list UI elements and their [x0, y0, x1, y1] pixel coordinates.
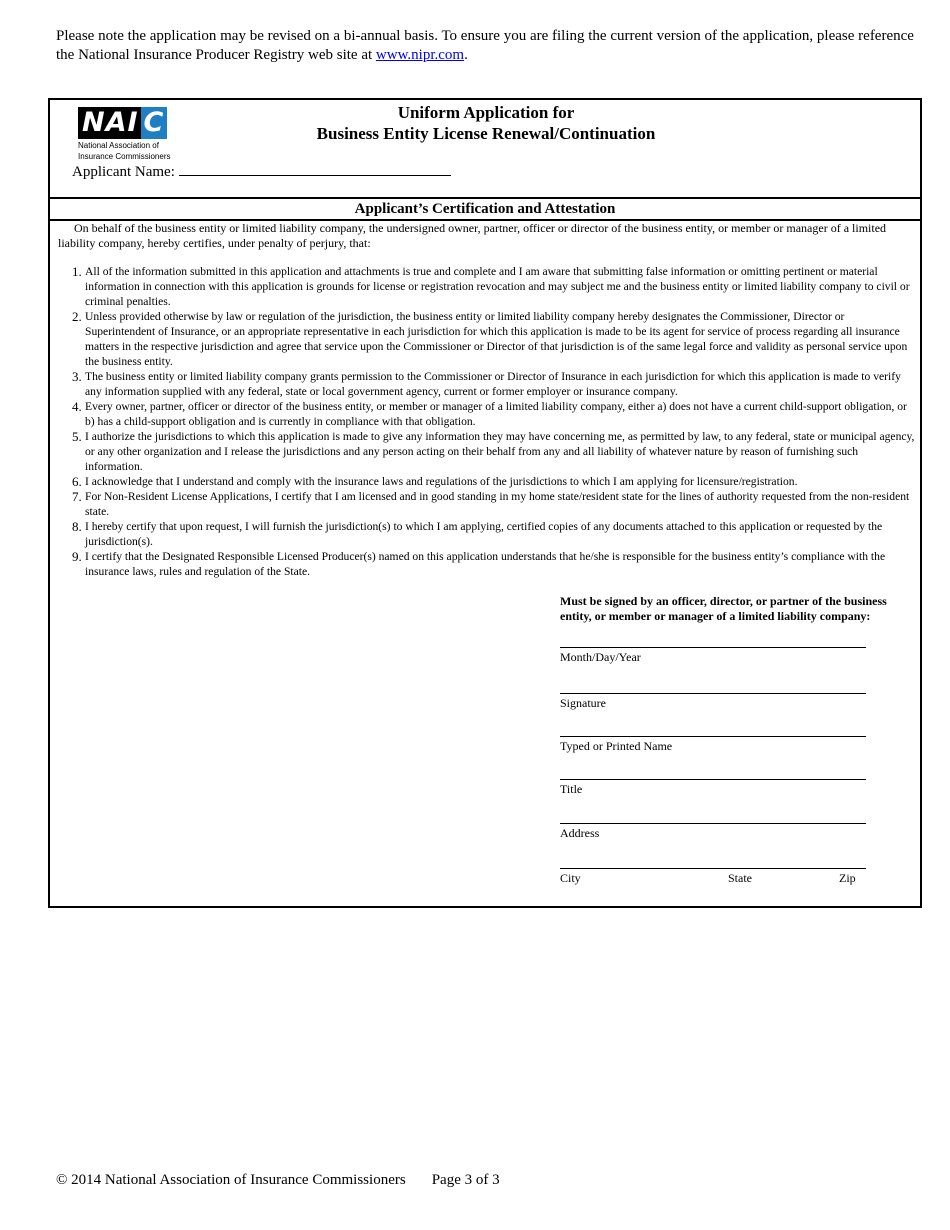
signature-note: Must be signed by an officer, director, or partner of the business entity, or member or manager of a limited liability company:	[560, 594, 887, 623]
list-item	[72, 549, 916, 579]
naic-logo-mark	[78, 107, 166, 139]
item-number: 3.	[72, 369, 82, 384]
city-state-zip-input-line[interactable]	[560, 868, 866, 869]
page-footer	[56, 1172, 500, 1189]
logo-caption-1: National Association of	[78, 141, 159, 150]
address-field	[560, 823, 868, 841]
printed-name-input-line[interactable]	[560, 736, 866, 737]
date-input-line[interactable]	[560, 647, 866, 648]
title-label: Title	[560, 782, 583, 796]
list-item	[72, 489, 916, 519]
title-input-line[interactable]	[560, 779, 866, 780]
list-item	[72, 369, 916, 399]
applicant-name-field[interactable]	[179, 161, 451, 176]
printed-name-field	[560, 736, 868, 754]
certification-list	[72, 264, 916, 579]
item-text: I authorize the jurisdictions to which this application is made to give any information they may have concerning me, as permitted by law, to any federal, state or municipal agency, or any other organization and I release the jurisdictions and any person acting on their behalf from any and all liability of whatever nature by reason of furnishing such information.	[85, 430, 915, 473]
notice-text: Please note the application may be revised on a bi-annual basis. To ensure you are filing the current version of the application, please reference the National Insurance Producer Registry web site at	[56, 28, 914, 63]
address-input-line[interactable]	[560, 823, 866, 824]
item-number: 8.	[72, 519, 82, 534]
date-field	[560, 647, 868, 665]
section-title: Applicant’s Certification and Attestation	[50, 197, 920, 221]
logo-c-text: C	[141, 107, 168, 139]
item-text: All of the information submitted in this application and attachments is true and complete and I am aware that submitting false information or omitting pertinent or material information in connection with this application is grounds for license or registration revocation and may subject me and the business entity or limited liability company to civil or criminal penalties.	[85, 265, 910, 308]
item-text: I acknowledge that I understand and comply with the insurance laws and regulations of the jurisdictions to which I am applying for licensure/registration.	[85, 475, 798, 488]
title-field	[560, 779, 868, 797]
copyright-text: © 2014 National Association of Insurance Commissioners	[56, 1172, 406, 1188]
revision-notice	[56, 27, 916, 65]
form-title-line-2: Business Entity License Renewal/Continuation	[316, 124, 656, 143]
address-label: Address	[560, 826, 600, 840]
form-header	[50, 100, 920, 197]
item-number: 4.	[72, 399, 82, 414]
notice-end: .	[464, 47, 468, 63]
item-text: The business entity or limited liability company grants permission to the Commissioner or Director of Insurance in each jurisdiction for which this application is made to verify any information supplied with any federal, state or local government agency, current or former employer or insurance company.	[85, 370, 901, 398]
list-item	[72, 399, 916, 429]
state-label: State	[728, 871, 752, 885]
certification-intro: On behalf of the business entity or limited liability company, the undersigned owner, partner, officer or director of the business entity, or member or manager of a limited liability company, hereby certifies, under penalty of perjury, that:	[58, 221, 887, 250]
item-number: 5.	[72, 429, 82, 444]
nipr-link[interactable]: www.nipr.com	[375, 47, 465, 63]
applicant-name-row	[72, 161, 451, 181]
list-item	[72, 429, 916, 474]
list-item	[72, 474, 916, 489]
naic-logo	[78, 107, 171, 161]
signature-field	[560, 693, 868, 711]
item-text: Unless provided otherwise by law or regulation of the jurisdiction, the business entity or limited liability company hereby designates the Commissioner, Director or Superintendent of Insurance, or an appropriate representative in each jurisdiction for which this application is made to be its agent for service of process regarding all insurance matters in the respective jurisdiction and agree that service upon the Commissioner or Director of that jurisdiction is of the same legal force and validity as personal service upon the business entity.	[85, 310, 908, 368]
logo-caption-2: Insurance Commissioners	[78, 152, 171, 161]
logo-naic-text: NAI	[78, 107, 141, 139]
application-form	[48, 98, 922, 908]
item-number: 7.	[72, 489, 82, 504]
city-state-zip-field	[560, 868, 868, 886]
date-label: Month/Day/Year	[560, 650, 641, 664]
item-text: For Non-Resident License Applications, I certify that I am licensed and in good standing in my home state/resident state for the lines of authority requested from the non-resident state.	[85, 490, 910, 518]
item-text: I hereby certify that upon request, I will furnish the jurisdiction(s) to which I am applying, certified copies of any documents attached to this application or requested by the jurisdiction(s).	[85, 520, 883, 548]
item-text: Every owner, partner, officer or director of the business entity, or member or manager of a limited liability company, either a) does not have a current child-support obligation, or b) has a child-support obligation and is currently in compliance with that obligation.	[85, 400, 907, 428]
form-title-line-1: Uniform Application for	[397, 103, 575, 122]
city-label: City	[560, 871, 581, 885]
list-item	[72, 519, 916, 549]
signature-input-line[interactable]	[560, 693, 866, 694]
item-number: 6.	[72, 474, 82, 489]
page-number: Page 3 of 3	[431, 1172, 500, 1188]
form-title	[180, 102, 792, 144]
printed-name-label: Typed or Printed Name	[560, 739, 673, 753]
signature-label: Signature	[560, 696, 606, 710]
city-state-zip-labels	[560, 871, 868, 886]
applicant-name-label: Applicant Name:	[72, 164, 175, 180]
list-item	[72, 264, 916, 309]
signature-block	[560, 594, 910, 885]
item-text: I certify that the Designated Responsible Licensed Producer(s) named on this application understands that he/she is responsible for the business entity’s compliance with the insurance laws, rules and regulation of the State.	[85, 550, 886, 578]
item-number: 2.	[72, 309, 82, 324]
item-number: 9.	[72, 549, 82, 564]
item-number: 1.	[72, 264, 82, 279]
list-item	[72, 309, 916, 369]
zip-label: Zip	[839, 871, 856, 885]
